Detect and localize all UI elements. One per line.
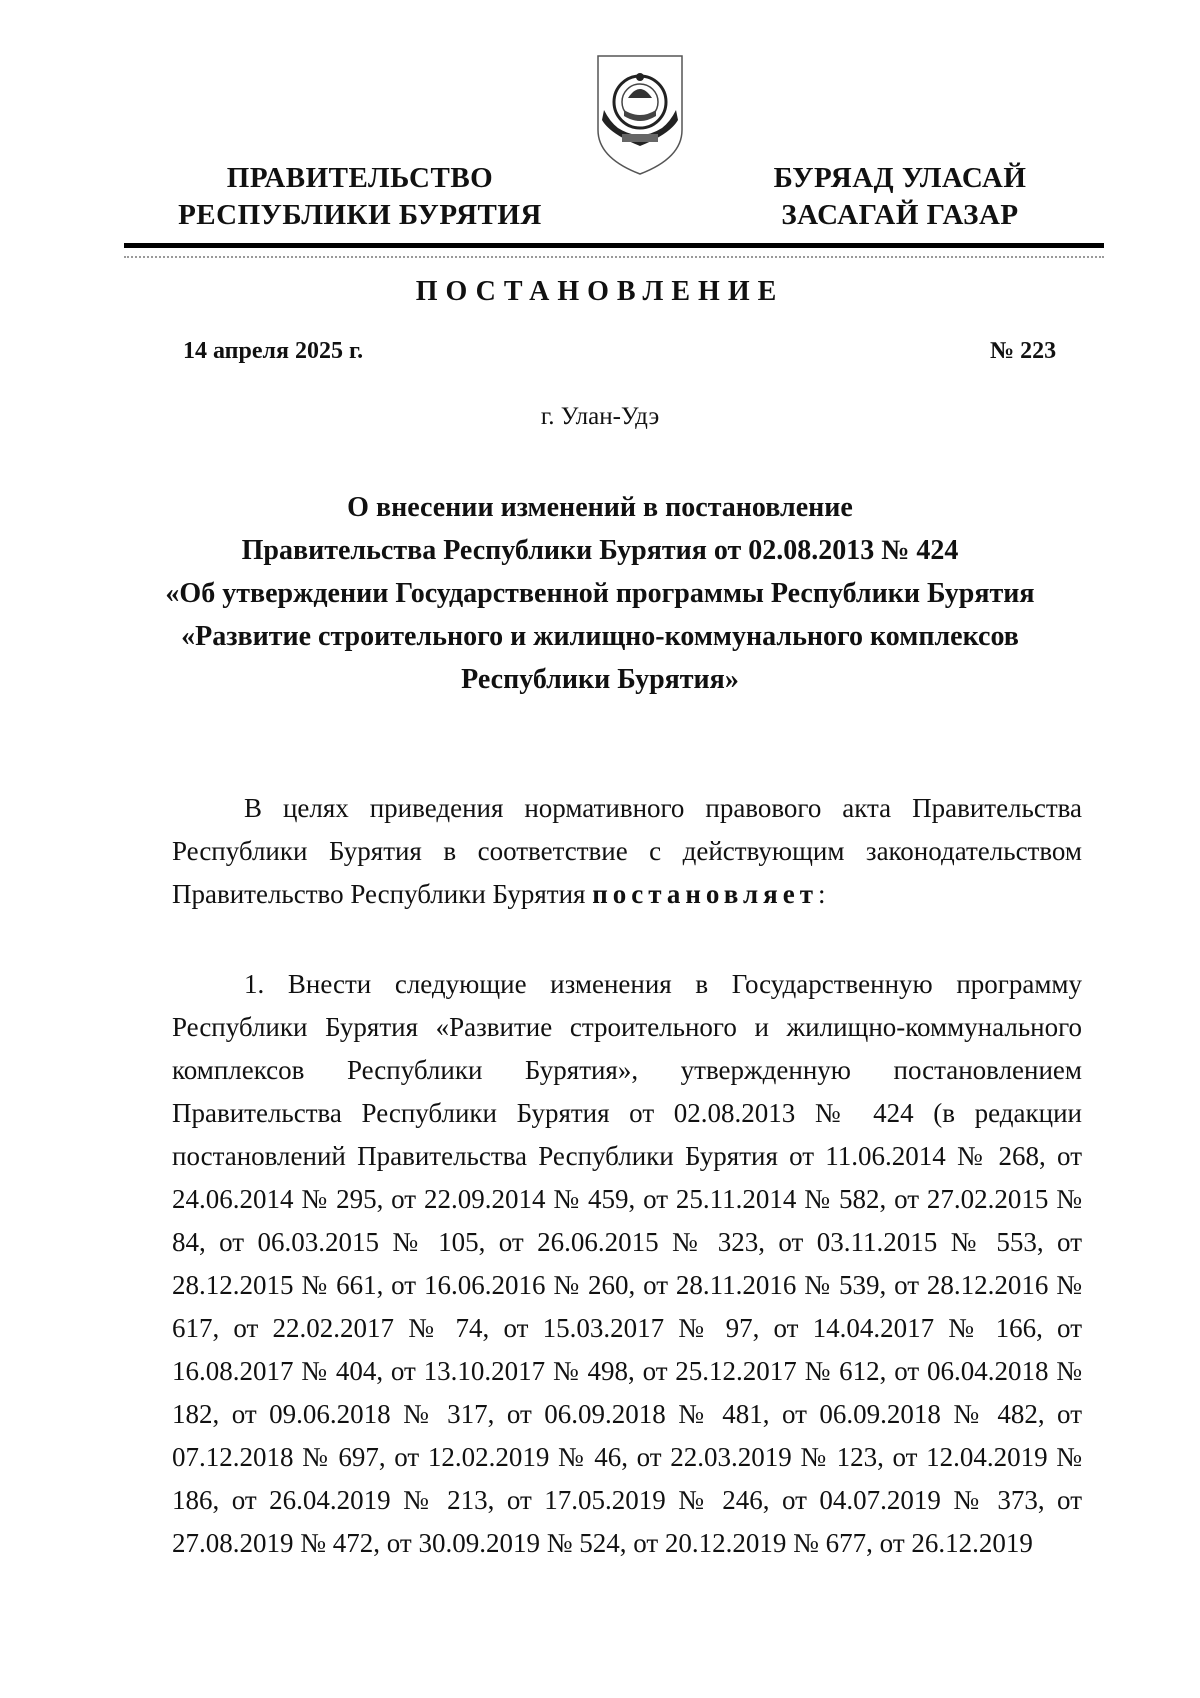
preamble-keyword: постановляет [592,879,818,909]
subject-line: «Развитие строительного и жилищно-коммунального комплексов [181,621,1019,652]
preamble-paragraph [172,787,1082,916]
document-type: ПОСТАНОВЛЕНИЕ [415,276,785,307]
subject-line: Республики Бурятия» [461,664,739,695]
document-subject [120,486,1080,701]
preamble-end: : [817,879,826,909]
subject-line: Правительства Республики Бурятия от 02.08.2013 № 424 [241,535,959,566]
subject-line: «Об утверждении Государственной программы Республики Бурятия [165,578,1035,609]
header-right [755,160,1045,234]
coat-of-arms-icon [590,50,690,180]
header-right-line2: ЗАСАГАЙ ГАЗАР [781,199,1019,231]
header-dotted-divider [124,256,1104,258]
document-date: 14 апреля 2025 г. [183,338,364,364]
item-1-paragraph [172,963,1082,1565]
document-city: г. Улан-Удэ [540,403,660,430]
header-left-line2: РЕСПУБЛИКИ БУРЯТИЯ [178,199,542,231]
item-1-text: 1. Внести следующие изменения в Государственную программу Республики Бурятия «Развитие строительного и жилищно-коммунального комплексов Республики Бурятия», утвержденную постановлением Правительства Республики Бурятия от 02.08.2013 № 424 (в редакции постановлений Правительства Республики Бурятия от 11.06.2014 № 268, от 24.06.2014 № 295, от 22.09.2014 № 459, от 25.11.2014 № 582, от 27.02.2015 № 84, от 06.03.2015 № 105, от 26.06.2015 № 323, от 03.11.2015 № 553, от 28.12.2015 № 661, от 16.06.2016 № 260, от 28.11.2016 № 539, от 28.12.2016 № 617, от 22.02.2017 № 74, от 15.03.2017 № 97, от 14.04.2017 № 166, от 16.08.2017 № 404, от 13.10.2017 № 498, от 25.12.2017 № 612, от 06.04.2018 № 182, от 09.06.2018 № 317, от 06.09.2018 № 481, от 06.09.2018 № 482, от 07.12.2018 № 697, от 12.02.2019 № 46, от 22.03.2019 № 123, от 12.04.2019 № 186, от 26.04.2019 № 213, от 17.05.2019 № 246, от 04.07.2019 № 373, от 27.08.2019 № 472, от 30.09.2019 № 524, от 20.12.2019 № 677, от 26.12.2019 [172,969,1082,1558]
header-divider [124,243,1104,248]
header-left [170,160,550,234]
document-number: № 223 [990,338,1057,364]
subject-line: О внесении изменений в постановление [347,492,853,523]
preamble-text: В целях приведения нормативного правового акта Правительства Республики Бурятия в соответствие с действующим законодательством Правительство Республики Бурятия [172,793,1082,909]
header-right-line1: БУРЯАД УЛАСАЙ [773,162,1027,194]
header-left-line1: ПРАВИТЕЛЬСТВО [226,162,494,194]
